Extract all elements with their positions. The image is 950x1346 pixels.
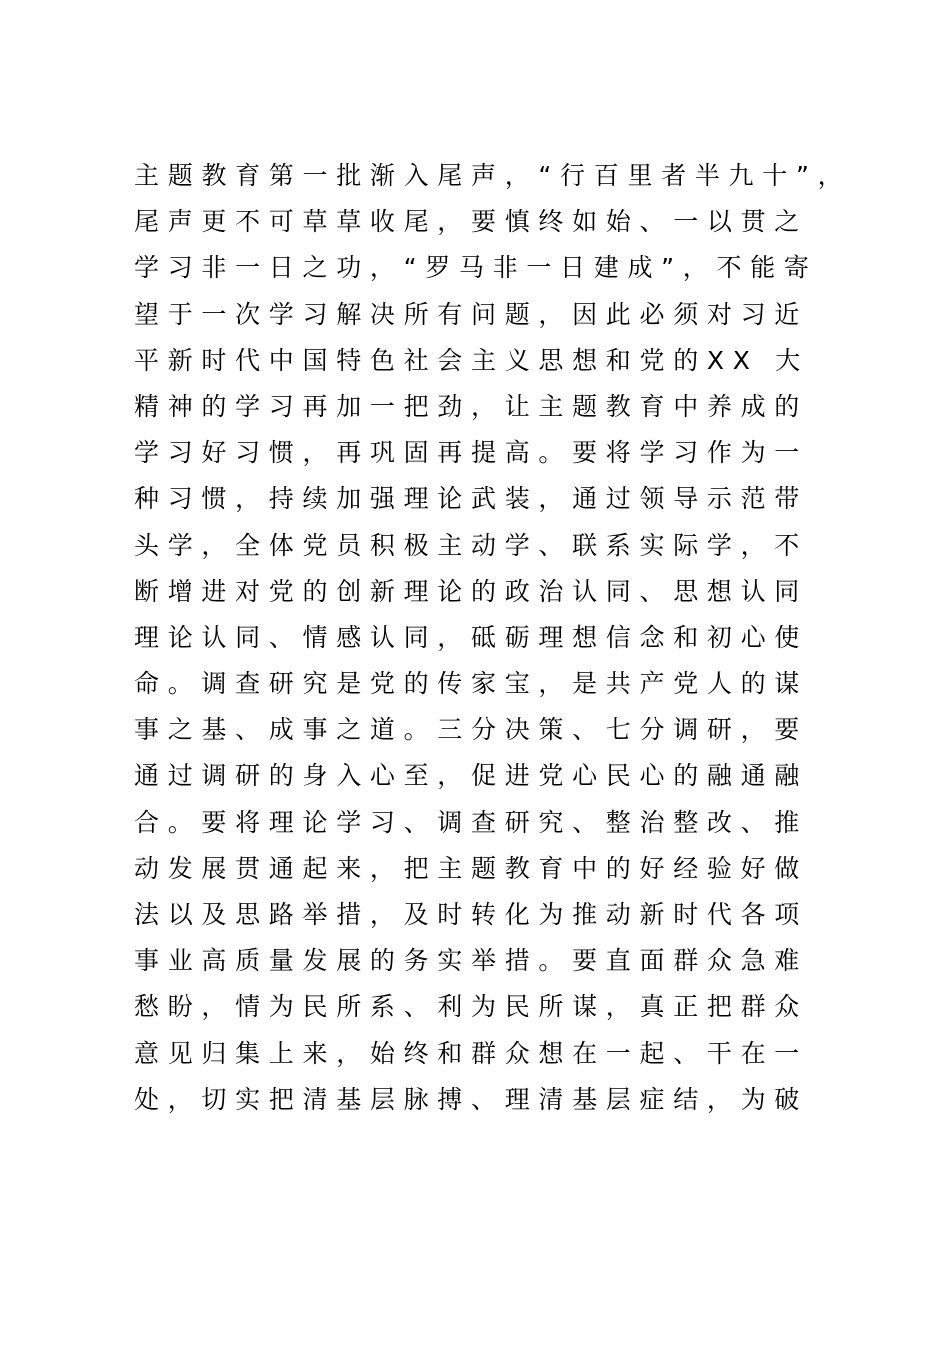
- text-line: 事之基、成事之道。三分决策、七分调研，要: [134, 715, 809, 745]
- body-text: [134, 153, 894, 1123]
- text-line: 法以及思路举措，及时转化为推动新时代各项: [134, 900, 809, 929]
- text-line: 精神的学习再加一把劲，让主题教育中养成的: [134, 391, 809, 421]
- text-line: 动发展贯通起来，把主题教育中的好经验好做: [134, 853, 809, 883]
- text-line: 种习惯，持续加强理论武装，通过领导示范带: [134, 484, 809, 514]
- text-line: 意见归集上来，始终和群众想在一起、干在一: [134, 1038, 809, 1068]
- text-line: 合。要将理论学习、调查研究、整治整改、推: [134, 807, 809, 837]
- text-line: 头学，全体党员积极主动学、联系实际学，不: [134, 530, 809, 560]
- text-line: 通过调研的身入心至，促进党心民心的融通融: [134, 761, 809, 791]
- text-line: 学习好习惯，再巩固再提高。要将学习作为一: [134, 438, 809, 468]
- text-line: 愁盼，情为民所系、利为民所谋，真正把群众: [134, 992, 809, 1022]
- text-line: 事业高质量发展的务实举措。要直面群众急难: [134, 946, 809, 976]
- text-line: 尾声更不可草草收尾，要慎终如始、一以贯之: [134, 207, 809, 237]
- text-line: 处，切实把清基层脉搏、理清基层症结，为破: [134, 1084, 809, 1114]
- text-line: 学习非一日之功，“罗马非一日建成”，不能寄: [134, 253, 818, 283]
- text-line: 理论认同、情感认同，砥砺理想信念和初心使: [134, 622, 809, 652]
- text-line: 主题教育第一批渐入尾声，“行百里者半九十”，: [134, 161, 852, 190]
- text-line: 望于一次学习解决所有问题，因此必须对习近: [134, 299, 809, 329]
- text-line: 平新时代中国特色社会主义思想和党的XX 大: [134, 345, 809, 375]
- text-line: 命。调查研究是党的传家宝，是共产党人的谋: [134, 669, 809, 699]
- text-line: 断增进对党的创新理论的政治认同、思想认同: [134, 576, 809, 606]
